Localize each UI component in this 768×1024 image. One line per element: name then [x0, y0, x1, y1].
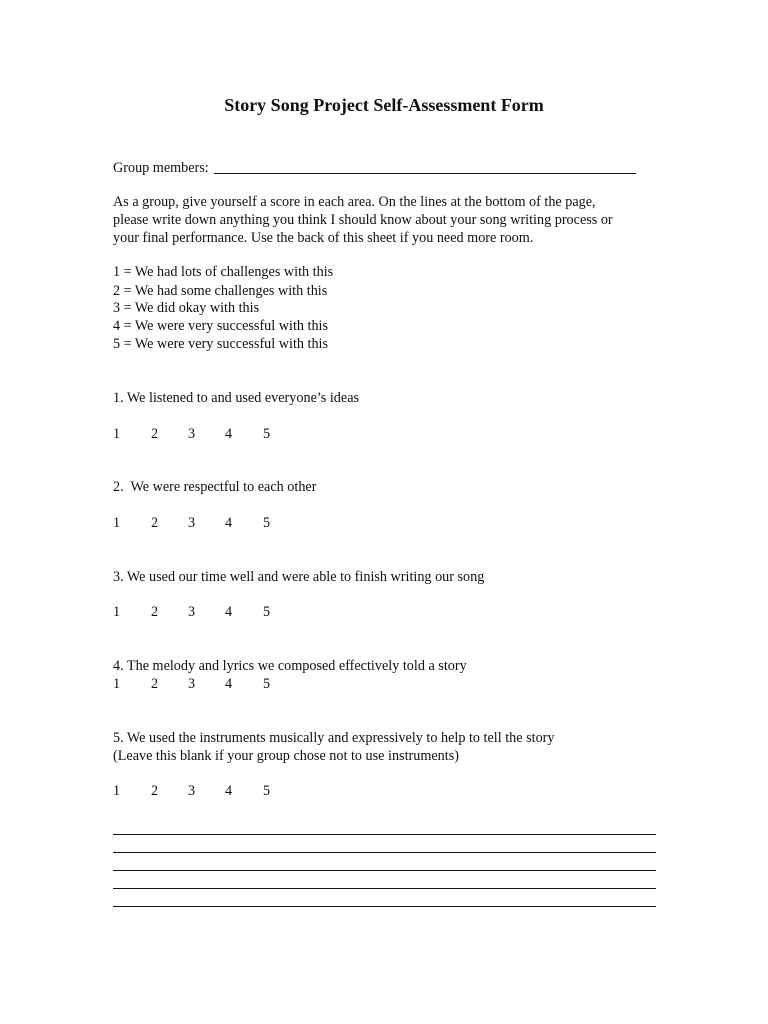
rating-option-4[interactable]: 4	[225, 604, 233, 620]
question-4-rating-row	[113, 675, 333, 693]
scale-key-item-2: 2 = We had some challenges with this	[113, 283, 328, 299]
scale-key-item-1: 1 = We had lots of challenges with this	[113, 264, 334, 280]
question-5-note: (Leave this blank if your group chose not to use instruments)	[113, 748, 459, 764]
question-5-rating-row	[113, 782, 333, 800]
rating-option-3[interactable]: 3	[188, 676, 196, 692]
comment-line[interactable]	[113, 906, 656, 907]
rating-option-4[interactable]: 4	[225, 515, 233, 531]
rating-option-5[interactable]: 5	[263, 515, 271, 531]
rating-option-3[interactable]: 3	[188, 515, 196, 531]
scale-key-item-4: 4 = We were very successful with this	[113, 318, 329, 334]
rating-option-3[interactable]: 3	[188, 783, 196, 799]
rating-option-4[interactable]: 4	[225, 783, 233, 799]
rating-option-5[interactable]: 5	[263, 783, 271, 799]
scale-key-item-5: 5 = We were very successful with this	[113, 336, 329, 352]
question-2-text: 2. We were respectful to each other	[113, 479, 317, 495]
rating-option-1[interactable]: 1	[113, 676, 121, 692]
intro-text-line-2: please write down anything you think I should know about your song writing process or	[113, 212, 613, 228]
page-title: Story Song Project Self-Assessment Form	[224, 95, 544, 115]
rating-option-3[interactable]: 3	[188, 604, 196, 620]
rating-option-1[interactable]: 1	[113, 604, 121, 620]
comment-line[interactable]	[113, 852, 656, 853]
intro-text-line-3: your final performance. Use the back of this sheet if you need more room.	[113, 230, 534, 246]
question-1-text: 1. We listened to and used everyone’s ideas	[113, 390, 360, 406]
question-2-rating-row	[113, 514, 333, 532]
rating-option-2[interactable]: 2	[151, 426, 159, 442]
rating-option-2[interactable]: 2	[151, 604, 159, 620]
scale-key-item-3: 3 = We did okay with this	[113, 300, 260, 316]
rating-option-4[interactable]: 4	[225, 676, 233, 692]
rating-option-5[interactable]: 5	[263, 426, 271, 442]
rating-option-2[interactable]: 2	[151, 676, 159, 692]
comment-line[interactable]	[113, 888, 656, 889]
rating-option-4[interactable]: 4	[225, 426, 233, 442]
question-3-text: 3. We used our time well and were able to finish writing our song	[113, 569, 485, 585]
rating-option-2[interactable]: 2	[151, 515, 159, 531]
group-members-label: Group members:	[113, 160, 209, 176]
comment-line[interactable]	[113, 870, 656, 871]
rating-option-1[interactable]: 1	[113, 515, 121, 531]
rating-option-1[interactable]: 1	[113, 426, 121, 442]
rating-option-5[interactable]: 5	[263, 676, 271, 692]
question-3-rating-row	[113, 603, 333, 621]
question-4-text: 4. The melody and lyrics we composed effectively told a story	[113, 658, 467, 674]
rating-option-2[interactable]: 2	[151, 783, 159, 799]
rating-option-1[interactable]: 1	[113, 783, 121, 799]
group-members-blank-line[interactable]	[214, 173, 636, 174]
comment-line[interactable]	[113, 834, 656, 835]
question-1-rating-row	[113, 425, 333, 443]
question-5-text: 5. We used the instruments musically and expressively to help to tell the story	[113, 730, 555, 746]
intro-text-line-1: As a group, give yourself a score in each area. On the lines at the bottom of the page,	[113, 194, 596, 210]
rating-option-5[interactable]: 5	[263, 604, 271, 620]
rating-option-3[interactable]: 3	[188, 426, 196, 442]
